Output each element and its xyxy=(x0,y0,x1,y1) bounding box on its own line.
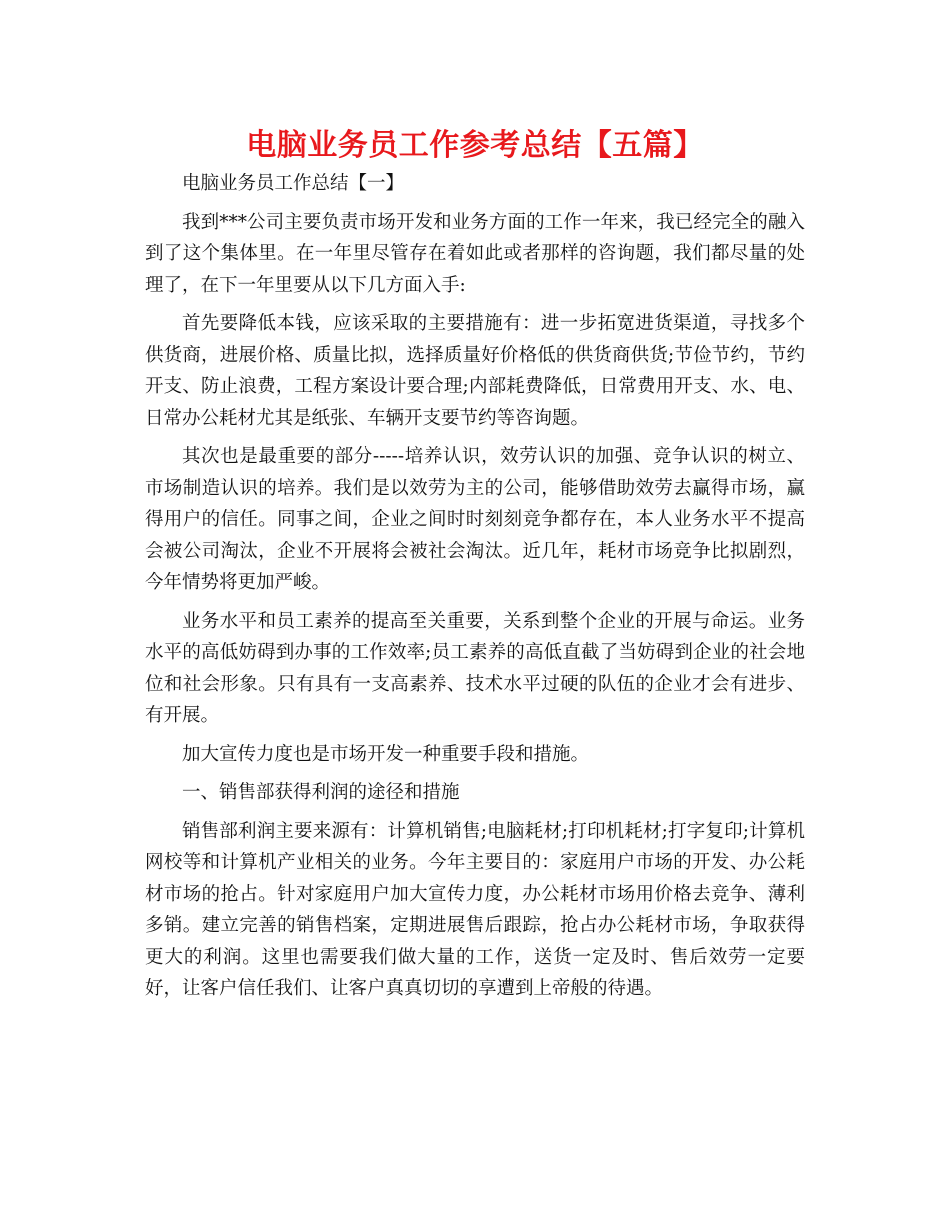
document-body xyxy=(145,168,805,1005)
paragraph-profit-sources: 销售部利润主要来源有：计算机销售;电脑耗材;打印机耗材;打字复印;计算机网校等和计算机产业相关的业务。今年主要目的：家庭用户市场的开发、办公耗材市场的抢占。针对家庭用户加大宣传力度，办公耗材市场用价格去竞争、薄利多销。建立完善的销售档案，定期进展售后跟踪，抢占办公耗材市场，争取获得更大的利润。这里也需要我们做大量的工作，送货一定及时、售后效劳一定要好，让客户信任我们、让客户真真切切的享遭到上帝般的待遇。 xyxy=(145,820,805,999)
paragraph-awareness: 其次也是最重要的部分-----培养认识，效劳认识的加强、竞争认识的树立、市场制造认识的培养。我们是以效劳为主的公司，能够借助效劳去赢得市场，赢得用户的信任。同事之间，企业之间时时刻刻竞争都存在，本人业务水平不提高会被公司淘汰，企业不开展将会被社会淘汰。近几年，耗材市场竞争比拟剧烈，今年情势将更加严峻。 xyxy=(145,446,805,593)
paragraph-publicity: 加大宣传力度也是市场开发一种重要手段和措施。 xyxy=(182,743,590,765)
paragraph-staff-quality: 业务水平和员工素养的提高至关重要，关系到整个企业的开展与命运。业务水平的高低妨碍到办事的工作效率;员工素养的高低直截了当妨碍到企业的社会地位和社会形象。只有具有一支高素养、技术水平过硬的队伍的企业才会有进步、有开展。 xyxy=(145,610,805,726)
paragraph-cost-reduction: 首先要降低本钱，应该采取的主要措施有：进一步拓宽进货渠道，寻找多个供货商，进展价格、质量比拟，选择质量好价格低的供货商供货;节俭节约，节约开支、防止浪费，工程方案设计要合理;内部耗费降低，日常费用开支、水、电、日常办公耗材尤其是纸张、车辆开支要节约等咨询题。 xyxy=(145,313,805,429)
paragraph-intro: 我到***公司主要负责市场开发和业务方面的工作一年来，我已经完全的融入到了这个集体里。在一年里尽管存在着如此或者那样的咨询题，我们都尽量的处理了，在下一年里要从以下几方面入手: xyxy=(145,211,805,296)
subheading-profit: 一、销售部获得利润的途径和措施 xyxy=(182,782,460,803)
section-heading-1: 电脑业务员工作总结【一】 xyxy=(182,173,405,194)
document-title: 电脑业务员工作参考总结【五篇】 xyxy=(246,128,704,163)
